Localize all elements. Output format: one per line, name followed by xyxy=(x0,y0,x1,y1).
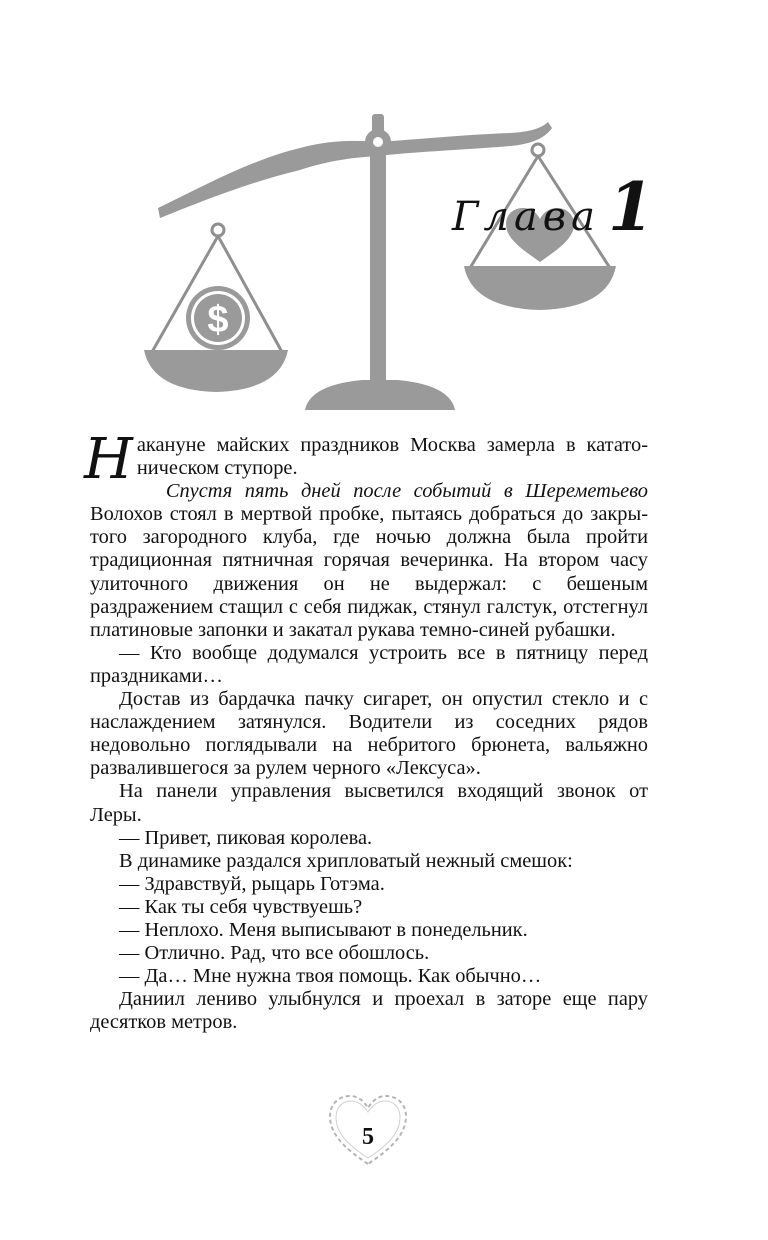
chapter-text xyxy=(84,427,648,1034)
paragraph: — Привет, пиковая королева. xyxy=(119,826,373,849)
paragraph: — Как ты себя чувствуешь? xyxy=(119,895,363,918)
paragraph: На панели управления высветился входящий звонок от Леры. xyxy=(90,780,648,826)
balance-scale-icon xyxy=(140,100,620,415)
page-number: 5 xyxy=(362,1124,374,1150)
svg-text:$: $ xyxy=(207,299,229,341)
paragraph: — Здравствуй, рыцарь Готэма. xyxy=(119,872,385,895)
paragraph: Достав из бардачка пачку сигарет, он опустил стекло и с наслаждением затянулся. Водители из соседних рядов недовольно поглядывали на небритого брюнета, вальяжно развалившегося за рулем черного «Лексуса». xyxy=(90,688,648,780)
paragraph: — Кто вообще додумался устроить все в пятницу перед праздниками… xyxy=(90,641,648,687)
paragraph-text: Волохов стоял в мертвой пробке, пытаясь добраться до закрытого загородного клуба, где ночью должна была пройти традиционная пятничная горячая вечеринка. На втором часу улиточного движения он не выдержал: с бешеным раздражением стащил с себя пиджак, стянул галстук, отстегнул платиновые запонки и закатал рукава темно-синей рубашки. xyxy=(90,503,648,641)
paragraph: В динамике раздался хрипловатый нежный смешок: xyxy=(119,849,573,872)
paragraph: — Неплохо. Меня выписывают в понедельник. xyxy=(119,918,528,941)
paragraph xyxy=(90,480,648,642)
chapter-number: 1 xyxy=(607,168,654,246)
paragraph: — Да… Мне нужна твоя помощь. Как обычно… xyxy=(119,965,542,988)
paragraph: — Отлично. Рад, что все обошлось. xyxy=(119,942,430,965)
italic-phrase: Спустя пять дней после событий в Шереметьево xyxy=(165,480,648,503)
chapter-heading xyxy=(452,168,654,248)
page-number-ornament xyxy=(324,1090,412,1170)
chapter-word: Глава xyxy=(452,194,600,240)
paragraph: Даниил лениво улыбнулся и проехал в заторе еще пару десятков метров. xyxy=(90,988,648,1034)
drop-cap: Н xyxy=(84,427,133,492)
paragraph-text: акануне майских праздников Москва замерла в кататоническом ступоре. xyxy=(136,434,648,480)
